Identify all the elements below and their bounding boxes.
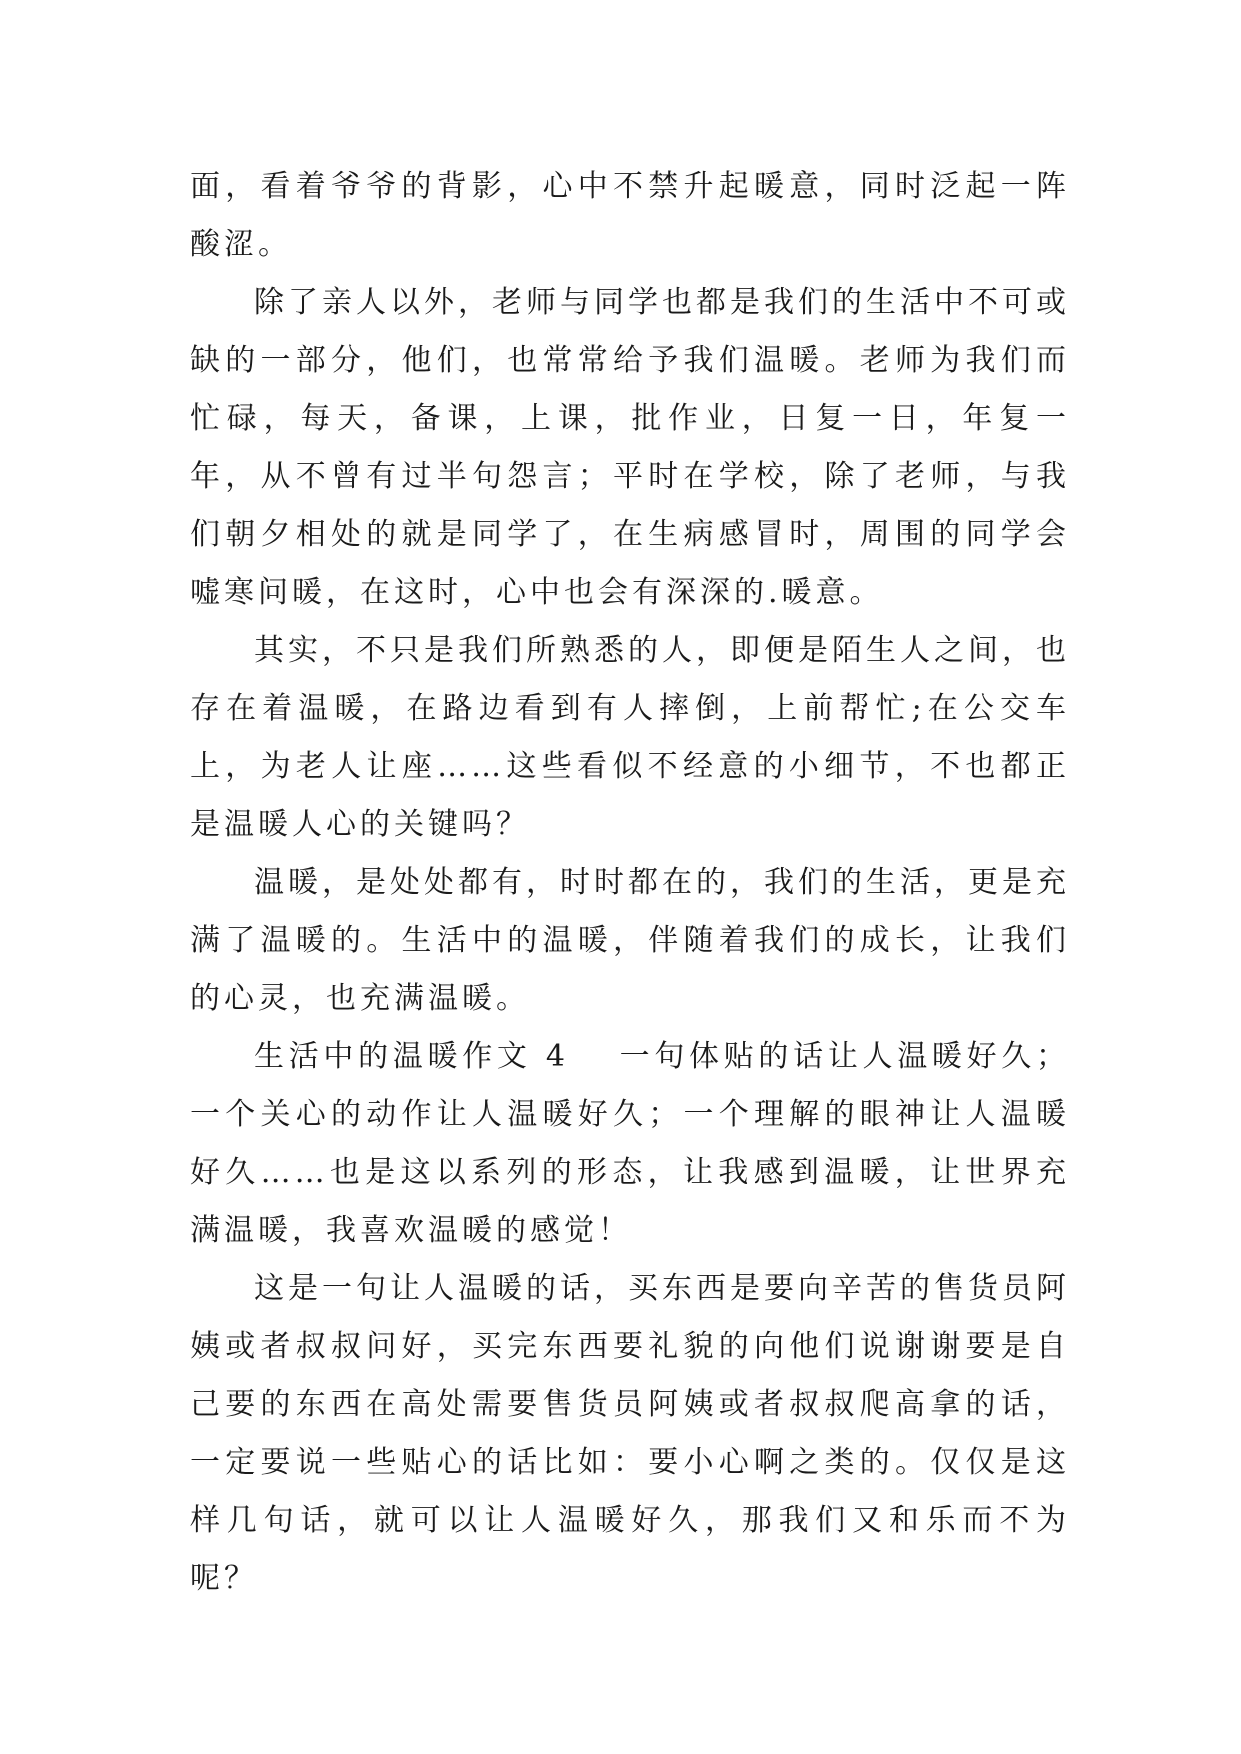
section-text: 一句体贴的话让人温暖好久；一个关心的动作让人温暖好久；一个理解的眼神让人温暖好久……也是这以系列的形态，让我感到温暖，让世界充满温暖，我喜欢温暖的感觉！ bbox=[190, 1039, 1071, 1248]
paragraph-shopping: 这是一句让人温暖的话，买东西是要向辛苦的售货员阿姨或者叔叔问好，买完东西要礼貌的向他们说谢谢要是自己要的东西在高处需要售货员阿姨或者叔叔爬高拿的话，一定要说一些贴心的话比如：要小心啊之类的。仅仅是这样几句话，就可以让人温暖好久，那我们又和乐而不为呢？ bbox=[190, 1271, 1070, 1596]
paragraph-teachers-classmates: 除了亲人以外，老师与同学也都是我们的生活中不可或缺的一部分，他们，也常常给予我们温暖。老师为我们而忙碌，每天，备课，上课，批作业，日复一日，年复一年，从不曾有过半句怨言；平时在学校，除了老师，与我们朝夕相处的就是同学了，在生病感冒时，周围的同学会嘘寒问暖，在这时，心中也会有深深的.暖意。 bbox=[190, 285, 1070, 610]
paragraph-continued: 面，看着爷爷的背影，心中不禁升起暖意，同时泛起一阵酸涩。 bbox=[190, 169, 1070, 262]
paragraph-warmth-everywhere: 温暖，是处处都有，时时都在的，我们的生活，更是充满了温暖的。生活中的温暖，伴随着我们的成长，让我们的心灵，也充满温暖。 bbox=[190, 865, 1070, 1016]
paragraph-strangers: 其实，不只是我们所熟悉的人，即便是陌生人之间，也存在着温暖，在路边看到有人摔倒，上前帮忙;在公交车上，为老人让座……这些看似不经意的小细节，不也都正是温暖人心的关键吗？ bbox=[190, 633, 1070, 842]
section-heading: 生活中的温暖作文 4 bbox=[254, 1039, 569, 1074]
document-body bbox=[190, 158, 1070, 1608]
section-paragraph bbox=[190, 1028, 1070, 1260]
